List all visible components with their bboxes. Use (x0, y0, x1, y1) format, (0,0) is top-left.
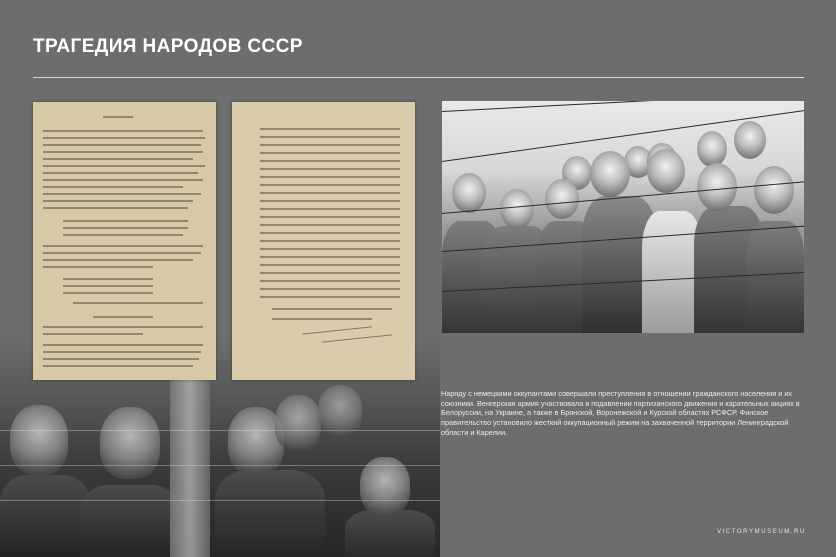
children-behind-barbed-wire-photo (442, 101, 804, 333)
archive-document-page-2 (232, 102, 415, 380)
title-divider (33, 77, 804, 78)
site-url: VICTORYMUSEUM.RU (716, 529, 806, 535)
body-text: Наряду с немецкими оккупантами совершали преступления в отношении гражданского населения и их союзники. Венгерская армия участвовала в подавлении партизанского движения и карательных акциях в Белоруссии, на Украине, а также в Брянской, Воронежской и Курской областях РСФСР. Финское правительство установило жесткий оккупационный режим на захваченной территории Ленинградской области и Карелии. (441, 389, 800, 437)
page-title: ТРАГЕДИЯ НАРОДОВ СССР (33, 36, 303, 57)
archive-document-page-1 (33, 102, 216, 380)
